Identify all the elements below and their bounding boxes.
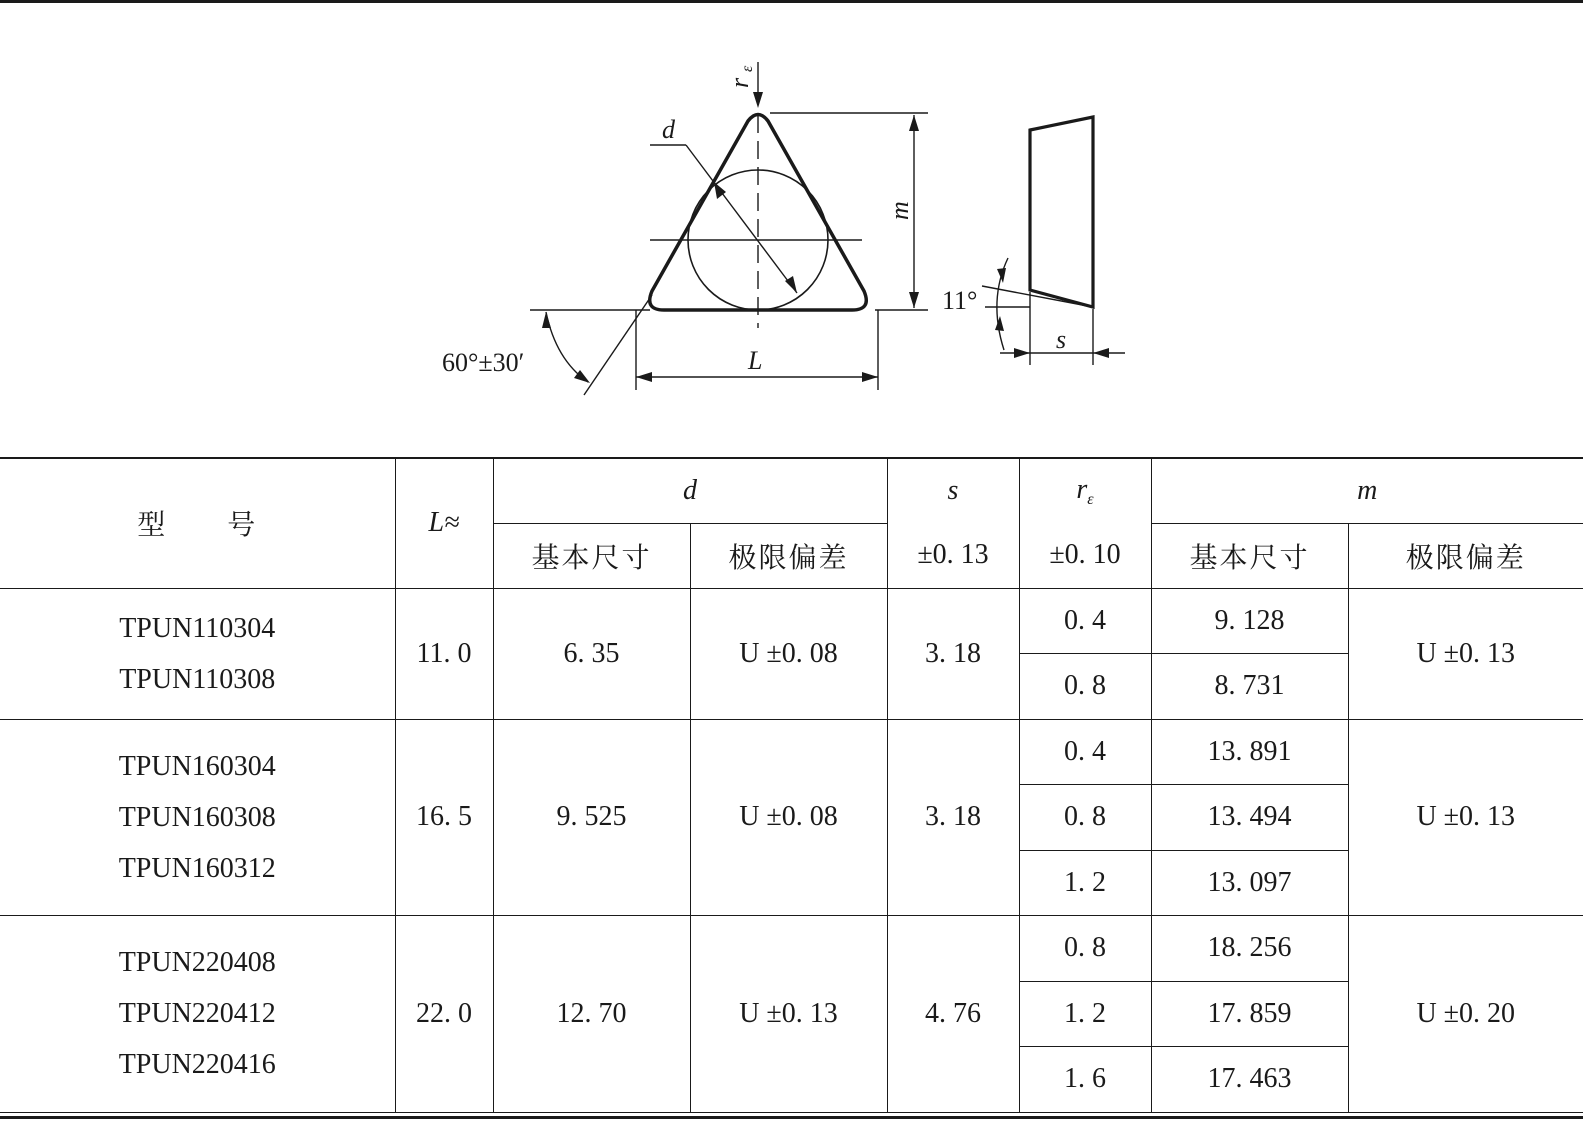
bottom-rule bbox=[0, 1116, 1583, 1119]
figure-label-r: r bbox=[725, 77, 754, 88]
header-d-limit: 极限偏差 bbox=[690, 523, 887, 588]
table-row bbox=[0, 916, 1583, 982]
model-name: TPUN220408 bbox=[118, 947, 276, 979]
header-m-basic: 基本尺寸 bbox=[1151, 523, 1348, 588]
r-cell: 0. 4 bbox=[1019, 719, 1151, 785]
m-basic-cell: 8. 731 bbox=[1151, 654, 1348, 720]
r-arrow bbox=[753, 92, 763, 108]
header-r-sub: ε bbox=[1087, 490, 1094, 508]
m-arrow-bottom bbox=[909, 292, 919, 308]
s-cell: 3. 18 bbox=[887, 719, 1019, 916]
r-cell: 1. 2 bbox=[1019, 850, 1151, 916]
clearance-arrow-top bbox=[997, 268, 1006, 283]
r-cell: 1. 6 bbox=[1019, 1047, 1151, 1113]
L-cell: 22. 0 bbox=[395, 916, 493, 1113]
header-m-limit: 极限偏差 bbox=[1348, 523, 1583, 588]
model-cell bbox=[0, 916, 395, 1113]
header-L bbox=[395, 458, 493, 588]
table-row bbox=[0, 588, 1583, 654]
model-cell bbox=[0, 719, 395, 916]
model-name: TPUN160304 bbox=[118, 750, 276, 782]
header-s: s bbox=[887, 458, 1019, 523]
m-arrow-top bbox=[909, 115, 919, 131]
r-cell: 1. 2 bbox=[1019, 981, 1151, 1047]
m-basic-cell: 18. 256 bbox=[1151, 916, 1348, 982]
s-arrow-right bbox=[1093, 348, 1109, 358]
d-dimension-line bbox=[686, 145, 797, 293]
m-basic-cell: 17. 463 bbox=[1151, 1047, 1348, 1113]
r-cell: 0. 8 bbox=[1019, 916, 1151, 982]
figure-label-L: L bbox=[748, 346, 763, 375]
figure-label-m: m bbox=[885, 201, 914, 220]
model-name: TPUN160308 bbox=[118, 801, 276, 833]
L-cell: 16. 5 bbox=[395, 719, 493, 916]
m-basic-cell: 9. 128 bbox=[1151, 588, 1348, 654]
angle-arrow-top bbox=[542, 312, 551, 328]
insert-drawing bbox=[0, 0, 1583, 450]
header-L-text: L≈ bbox=[428, 507, 460, 539]
model-name: TPUN110308 bbox=[119, 663, 276, 695]
L-arrow-left bbox=[636, 372, 652, 382]
header-model: 型 号 bbox=[0, 458, 395, 588]
header-d-basic: 基本尺寸 bbox=[493, 523, 690, 588]
s-cell: 4. 76 bbox=[887, 916, 1019, 1113]
clearance-arrow-bottom bbox=[995, 316, 1004, 331]
m-basic-cell: 17. 859 bbox=[1151, 981, 1348, 1047]
d-limit-cell: U ±0. 08 bbox=[690, 719, 887, 916]
m-limit-cell: U ±0. 13 bbox=[1348, 719, 1583, 916]
model-name: TPUN220416 bbox=[118, 1049, 276, 1081]
r-cell: 0. 4 bbox=[1019, 588, 1151, 654]
r-cell: 0. 8 bbox=[1019, 654, 1151, 720]
L-arrow-right bbox=[862, 372, 878, 382]
model-name: TPUN220412 bbox=[118, 998, 276, 1030]
d-basic-cell: 12. 70 bbox=[493, 916, 690, 1113]
m-basic-cell: 13. 891 bbox=[1151, 719, 1348, 785]
header-r-text: r bbox=[1076, 473, 1088, 505]
header-r-tol: ±0. 10 bbox=[1019, 523, 1151, 588]
d-limit-cell: U ±0. 08 bbox=[690, 588, 887, 719]
header-r bbox=[1019, 458, 1151, 523]
m-limit-cell: U ±0. 13 bbox=[1348, 588, 1583, 719]
header-m: m bbox=[1151, 458, 1583, 523]
header-s-tol: ±0. 13 bbox=[887, 523, 1019, 588]
m-basic-cell: 13. 097 bbox=[1151, 850, 1348, 916]
table-row bbox=[0, 719, 1583, 785]
figure-label-clearance: 11° bbox=[942, 286, 978, 315]
angle-arc bbox=[546, 312, 588, 382]
s-arrow-left bbox=[1014, 348, 1030, 358]
side-view-outline bbox=[1030, 117, 1093, 307]
L-cell: 11. 0 bbox=[395, 588, 493, 719]
figure-label-s: s bbox=[1056, 325, 1067, 354]
model-cell bbox=[0, 588, 395, 719]
figure-label-r-sub: ε bbox=[739, 65, 756, 72]
m-basic-cell: 13. 494 bbox=[1151, 785, 1348, 851]
header-row-1 bbox=[0, 458, 1583, 523]
d-basic-cell: 9. 525 bbox=[493, 719, 690, 916]
d-limit-cell: U ±0. 13 bbox=[690, 916, 887, 1113]
s-cell: 3. 18 bbox=[887, 588, 1019, 719]
model-name: TPUN110304 bbox=[119, 612, 276, 644]
model-name: TPUN160312 bbox=[118, 852, 276, 884]
figure-label-angle: 60°±30′ bbox=[442, 348, 525, 377]
figure-label-d: d bbox=[662, 115, 675, 144]
m-limit-cell: U ±0. 20 bbox=[1348, 916, 1583, 1113]
spec-table bbox=[0, 457, 1583, 1113]
r-cell: 0. 8 bbox=[1019, 785, 1151, 851]
d-basic-cell: 6. 35 bbox=[493, 588, 690, 719]
header-d: d bbox=[493, 458, 887, 523]
